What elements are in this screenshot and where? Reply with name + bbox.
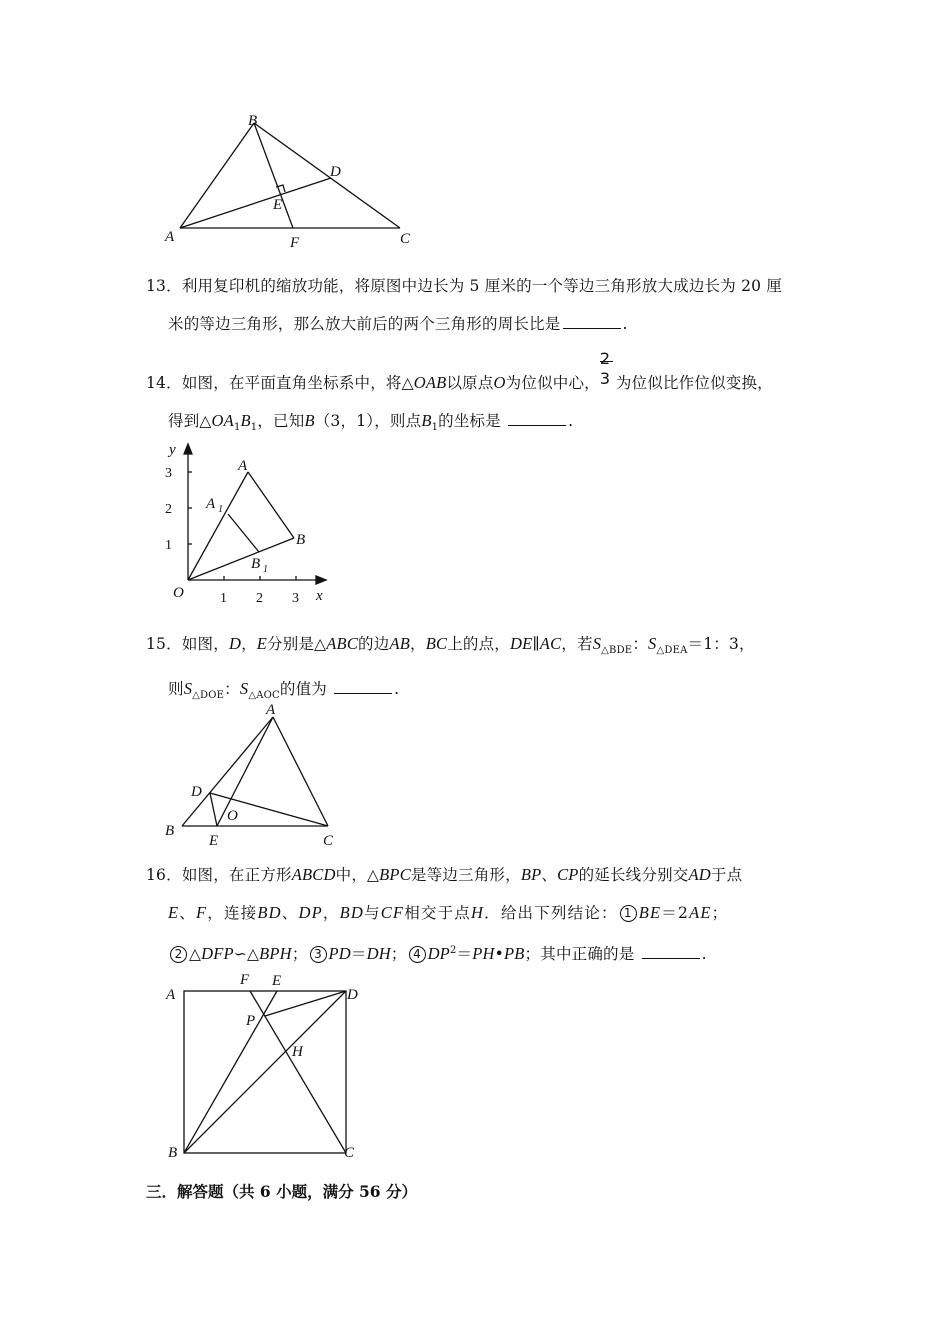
q14-var-o: O bbox=[493, 373, 506, 392]
x-tick-label-2: 2 bbox=[256, 591, 263, 606]
figure-square-q16 bbox=[160, 968, 380, 1163]
q13-answer-blank[interactable] bbox=[563, 314, 621, 329]
segment-de bbox=[210, 793, 217, 826]
fraction-denominator: 3 bbox=[599, 369, 611, 388]
q16-text: • bbox=[494, 945, 504, 964]
q15-var: D bbox=[228, 634, 242, 653]
q16-answer-blank[interactable] bbox=[642, 944, 700, 959]
q14-answer-blank[interactable] bbox=[508, 411, 566, 426]
q15-text: 如图， bbox=[181, 635, 229, 653]
figure-q15-svg bbox=[160, 698, 350, 853]
label-d: D bbox=[330, 164, 341, 180]
q16-var: CF bbox=[380, 903, 405, 922]
q16-var: PB bbox=[503, 944, 525, 964]
label-a1: A bbox=[206, 496, 216, 512]
q14-text: ，已知 bbox=[257, 412, 305, 430]
q16-text: 、 bbox=[281, 904, 299, 922]
q15-var: DE bbox=[510, 634, 533, 653]
q16-var: H bbox=[471, 903, 485, 922]
q14-text: 的坐标是 bbox=[438, 412, 501, 430]
q15-text: 分别是△ bbox=[267, 635, 327, 653]
q15-text: ： bbox=[632, 635, 649, 653]
label-a: A bbox=[238, 458, 248, 474]
label-b: B bbox=[165, 823, 175, 839]
q14-var-oab: OAB bbox=[413, 373, 447, 392]
label-c: C bbox=[344, 1145, 355, 1161]
q16-var: DH bbox=[366, 944, 391, 964]
q15-var: AB bbox=[389, 634, 411, 653]
q14-end: . bbox=[568, 412, 574, 430]
q15-var: AC bbox=[539, 634, 562, 653]
q16-text: ∽△ bbox=[233, 945, 260, 964]
q16-text: ； bbox=[291, 945, 308, 964]
q13-text-2: 米的等边三角形，那么放大前后的两个三角形的周长比是 bbox=[168, 315, 561, 333]
label-y: y bbox=[169, 442, 176, 458]
q14-sub: 1 bbox=[233, 422, 241, 434]
circled-number-4: 4 bbox=[409, 946, 426, 963]
q16-var: DFP bbox=[201, 944, 234, 964]
q13-line-2 bbox=[146, 305, 814, 343]
q15-area-symbol: S bbox=[183, 679, 193, 699]
q16-text: ．给出下列结论： bbox=[484, 904, 618, 922]
q16-text: ＝ bbox=[456, 945, 473, 964]
label-b: B bbox=[248, 113, 258, 129]
q16-var: PH bbox=[472, 944, 495, 964]
q16-var: E bbox=[168, 903, 180, 922]
q15-var: ABC bbox=[326, 634, 359, 653]
figure-q12-svg bbox=[160, 105, 430, 255]
q14-var: B bbox=[240, 411, 251, 430]
q14-sub: 1 bbox=[250, 422, 258, 434]
q15-text: ∥ bbox=[532, 635, 540, 653]
label-b1: B bbox=[251, 556, 261, 572]
segment-ab bbox=[180, 123, 254, 228]
x-tick-label-1: 1 bbox=[220, 591, 227, 606]
q16-var: DP bbox=[427, 944, 450, 964]
x-tick-label-3: 3 bbox=[292, 591, 299, 606]
q16-var: BP bbox=[520, 865, 542, 884]
q14-text: （3，1），则点 bbox=[314, 412, 422, 430]
q14-sub: 1 bbox=[431, 422, 439, 434]
q14-var: OA bbox=[211, 411, 234, 430]
label-a: A bbox=[165, 229, 175, 245]
q16-text: 相交于点 bbox=[404, 904, 471, 922]
q13-text-1: 利用复印机的缩放功能，将原图中边长为 5 厘米的一个等边三角形放大成边长为 20 厘 bbox=[181, 277, 783, 295]
y-tick-label-2: 2 bbox=[165, 502, 172, 517]
q16-text: ，连接 bbox=[207, 904, 258, 922]
q16-var: BD bbox=[339, 903, 364, 922]
segment-oa bbox=[188, 472, 248, 580]
q15-sub: △DOE bbox=[192, 690, 225, 702]
q16-text: ； bbox=[711, 904, 729, 922]
q16-text: ；其中正确的是 bbox=[524, 945, 635, 964]
q15-text: ， bbox=[410, 635, 426, 653]
label-h: H bbox=[292, 1044, 303, 1060]
segment-ac bbox=[273, 717, 328, 826]
q14-text: 为位似比作位似变换， bbox=[615, 374, 773, 392]
y-tick-label-1: 1 bbox=[165, 538, 172, 553]
q14-fraction bbox=[599, 349, 616, 388]
q15-line-1 bbox=[146, 625, 814, 670]
label-e: E bbox=[272, 973, 282, 989]
q16-text: ＝2 bbox=[661, 904, 690, 922]
q16-text: 、 bbox=[541, 866, 558, 884]
q16-text: ； bbox=[390, 945, 407, 964]
label-a1-sub: 1 bbox=[218, 504, 223, 515]
q15-text: 的边 bbox=[358, 635, 390, 653]
q14-text: 以原点 bbox=[446, 374, 494, 392]
label-p: P bbox=[246, 1013, 256, 1029]
right-angle-mark bbox=[276, 185, 285, 192]
q14-text: 为位似中心， bbox=[505, 374, 600, 392]
circled-number-2: 2 bbox=[170, 946, 187, 963]
question-16 bbox=[146, 856, 814, 973]
q16-text: 于点 bbox=[710, 866, 743, 884]
q15-sub: △BDE bbox=[601, 645, 633, 657]
q15-area-symbol: S bbox=[648, 634, 657, 653]
q16-var: PD bbox=[328, 944, 351, 964]
segment-be bbox=[184, 991, 277, 1153]
label-f: F bbox=[290, 235, 300, 251]
q16-var: BD bbox=[257, 903, 282, 922]
x-axis-arrow bbox=[316, 576, 326, 584]
q16-line-1 bbox=[146, 856, 814, 894]
q16-var: BE bbox=[638, 903, 662, 922]
q15-text: ＝1：3， bbox=[687, 635, 755, 653]
q15-sub: △AOC bbox=[248, 690, 280, 702]
q16-end: . bbox=[701, 945, 707, 964]
label-e: E bbox=[209, 833, 219, 849]
q16-var: ABCD bbox=[291, 865, 336, 884]
segment-ae bbox=[217, 717, 273, 826]
figure-q14-svg bbox=[160, 440, 340, 610]
section-3-heading: 三．解答题（共 6 小题，满分 56 分） bbox=[146, 1182, 417, 1201]
circled-number-3: 3 bbox=[310, 946, 327, 963]
q16-line-3 bbox=[146, 932, 814, 973]
q16-number: 16． bbox=[146, 866, 182, 884]
circled-number-1: 1 bbox=[620, 905, 637, 922]
label-x: x bbox=[316, 588, 323, 604]
label-a: A bbox=[266, 702, 276, 718]
segment-ad bbox=[180, 178, 331, 228]
figure-q16-svg bbox=[160, 968, 380, 1163]
q15-text: 上的点， bbox=[447, 635, 511, 653]
segment-ab bbox=[248, 472, 294, 538]
fraction-numerator: 2 bbox=[599, 349, 611, 368]
label-c: C bbox=[323, 833, 334, 849]
q16-text: △ bbox=[189, 945, 202, 964]
q15-answer-blank[interactable] bbox=[334, 679, 392, 694]
q14-var: B bbox=[304, 411, 315, 430]
q16-var: BPC bbox=[379, 865, 411, 884]
label-b: B bbox=[296, 532, 306, 548]
q15-text: ， bbox=[241, 635, 257, 653]
question-14 bbox=[146, 349, 814, 447]
q16-var: CP bbox=[557, 865, 579, 884]
q16-var: AD bbox=[688, 865, 711, 884]
q15-text: ： bbox=[224, 680, 240, 699]
q15-text: 则 bbox=[168, 680, 184, 699]
q13-line-1 bbox=[146, 267, 814, 305]
q14-text: 得到△ bbox=[168, 412, 212, 430]
label-e: E bbox=[273, 197, 283, 213]
q16-text: ， bbox=[322, 904, 340, 922]
q16-text: 中，△ bbox=[335, 866, 380, 884]
label-b: B bbox=[168, 1145, 178, 1161]
q16-var: F bbox=[195, 903, 208, 922]
label-f: F bbox=[240, 972, 250, 988]
label-d: D bbox=[347, 987, 358, 1003]
q14-var: B bbox=[421, 411, 432, 430]
figure-coordinate-q14 bbox=[160, 440, 340, 610]
q16-sup: 2 bbox=[449, 945, 457, 956]
q14-line-1 bbox=[146, 349, 814, 402]
q15-sub: △DEA bbox=[656, 645, 688, 657]
q16-text: 与 bbox=[364, 904, 381, 922]
figure-triangle-abc-q12 bbox=[160, 105, 430, 255]
q14-text: 如图，在平面直角坐标系中，将△ bbox=[181, 374, 414, 392]
q16-text: 是等边三角形， bbox=[410, 866, 521, 884]
q13-end: . bbox=[622, 315, 628, 333]
label-c: C bbox=[400, 231, 411, 247]
q16-text: 如图，在正方形 bbox=[181, 866, 292, 884]
y-axis-arrow bbox=[184, 444, 192, 454]
question-13 bbox=[146, 267, 814, 343]
q16-text: 的延长线分别交 bbox=[578, 866, 689, 884]
q13-number: 13． bbox=[146, 277, 182, 295]
q15-var: E bbox=[256, 634, 268, 653]
figure-triangle-q15 bbox=[160, 698, 350, 853]
q15-end: . bbox=[394, 680, 400, 699]
q15-var: BC bbox=[425, 634, 448, 653]
q15-number: 15． bbox=[146, 635, 182, 653]
q16-text: ＝ bbox=[350, 945, 367, 964]
label-d: D bbox=[191, 784, 202, 800]
label-a: A bbox=[166, 987, 176, 1003]
q15-area-symbol: S bbox=[592, 634, 602, 653]
label-b1-sub: 1 bbox=[263, 564, 268, 575]
segment-ob bbox=[188, 538, 294, 580]
q15-area-symbol: S bbox=[239, 679, 249, 699]
label-o: O bbox=[227, 808, 238, 824]
y-tick-label-3: 3 bbox=[165, 466, 172, 481]
q16-line-2 bbox=[146, 894, 814, 932]
q16-text: 、 bbox=[179, 904, 196, 922]
q14-number: 14． bbox=[146, 374, 182, 392]
q15-text: 的值为 bbox=[279, 680, 327, 699]
q15-text: ，若 bbox=[561, 635, 593, 653]
q16-var: DP bbox=[298, 903, 323, 922]
segment-a1b1 bbox=[228, 514, 259, 552]
q16-var: AE bbox=[689, 903, 712, 922]
label-o: O bbox=[173, 585, 184, 601]
q16-var: BPH bbox=[259, 944, 292, 964]
